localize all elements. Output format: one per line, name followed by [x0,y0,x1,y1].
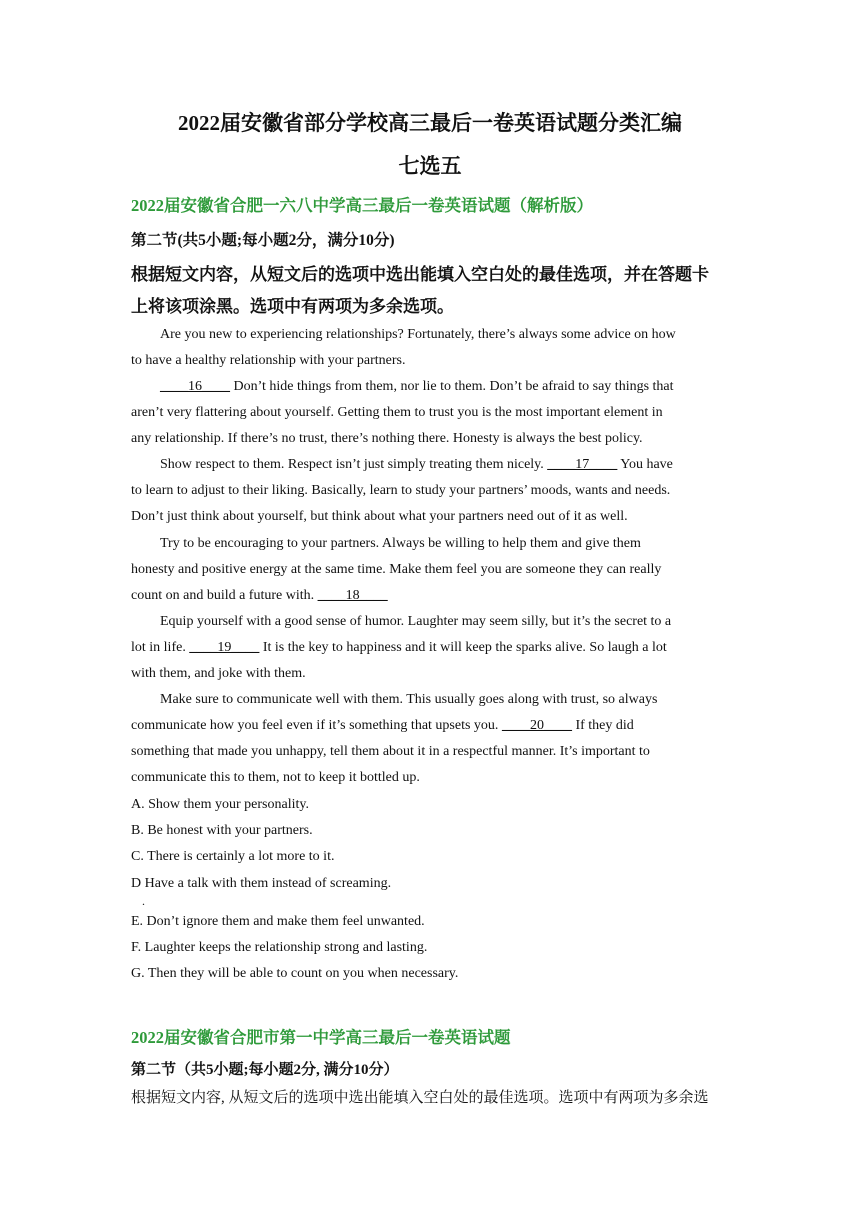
paragraph5-line3: with them, and joke with them. [131,666,306,681]
section1-instruction-line1: 根据短文内容，从短文后的选项中选出能填入空白处的最佳选项，并在答题卡 [131,265,709,284]
paragraph4-line1: Try to be encouraging to your partners. Always be willing to help them and give them [160,536,641,551]
document-subtitle: 七选五 [398,154,462,178]
paragraph5-line1: Equip yourself with a good sense of humor. Laughter may seem silly, but it’s the secret to a [160,614,672,629]
option-b: B. Be honest with your partners. [131,823,313,838]
blank-17: ____17____ [547,457,618,472]
paragraph5-text-a: lot in life. [131,640,190,655]
document-title: 2022届安徽省部分学校高三最后一卷英语试题分类汇编 [178,111,682,135]
paragraph2-text: Don’t hide things from them, nor lie to them. Don’t be afraid to say things that [230,379,674,394]
paragraph4-line3 [131,588,388,604]
paragraph4-line2: honesty and positive energy at the same time. Make them feel you are someone they can really [131,562,662,577]
blank-19: ____19____ [189,640,260,655]
option-g: G. Then they will be able to count on you when necessary. [131,966,459,981]
paragraph3-line3: Don’t just think about yourself, but think about what your partners need out of it as well. [131,509,628,524]
paragraph1-line1: Are you new to experiencing relationships? Fortunately, there’s always some advice on how [160,327,676,342]
paragraph3-line2: to learn to adjust to their liking. Basically, learn to study your partners’ moods, wants and needs. [131,483,671,498]
option-a: A. Show them your personality. [131,797,309,812]
option-d-dot: . [142,894,145,908]
blank-20: ____20____ [501,718,572,733]
option-c: C. There is certainly a lot more to it. [131,849,335,864]
paragraph2-line2: aren’t very flattering about yourself. Getting them to trust you is the most important element in [131,405,663,420]
section1-instruction-line2: 上将该项涂黑。选项中有两项为多余选项。 [131,297,454,316]
paragraph5-line2 [131,640,667,656]
paragraph3-text-a: Show respect to them. Respect isn’t just simply treating them nicely. [160,457,548,472]
paragraph6-line2 [131,718,634,734]
section1-part: 第二节(共5小题;每小题2分，满分10分) [131,232,395,249]
paragraph3-text-b: You have [617,457,673,472]
blank-18: ____18____ [317,588,388,603]
paragraph6-line3: something that made you unhappy, tell them about it in a respectful manner. It’s important to [131,744,650,759]
option-d: D Have a talk with them instead of screaming. [131,876,392,891]
paragraph2-line1 [160,379,674,395]
section2-heading: 2022届安徽省合肥市第一中学高三最后一卷英语试题 [131,1028,511,1047]
option-f: F. Laughter keeps the relationship strong and lasting. [131,940,428,955]
paragraph6-line4: communicate this to them, not to keep it bottled up. [131,770,420,785]
paragraph6-text-a: communicate how you feel even if it’s something that upsets you. [131,718,502,733]
section2-instruction-line1: 根据短文内容, 从短文后的选项中选出能填入空白处的最佳选项。选项中有两项为多余选 [131,1090,709,1106]
section1-heading: 2022届安徽省合肥一六八中学高三最后一卷英语试题（解析版） [131,196,593,215]
paragraph3-line1 [160,457,673,473]
paragraph6-line1: Make sure to communicate well with them. This usually goes along with trust, so always [160,692,658,707]
paragraph6-text-b: If they did [571,718,634,733]
blank-16: ____16____ [160,379,230,394]
paragraph4-text: count on and build a future with. [131,588,318,603]
paragraph5-text-b: It is the key to happiness and it will keep the sparks alive. So laugh a lot [259,640,667,655]
paragraph1-line2: to have a healthy relationship with your partners. [131,353,406,368]
option-e: E. Don’t ignore them and make them feel unwanted. [131,914,425,929]
paragraph2-line3: any relationship. If there’s no trust, there’s nothing there. Honesty is always the best policy. [131,431,643,446]
section2-part: 第二节（共5小题;每小题2分, 满分10分） [131,1062,399,1078]
